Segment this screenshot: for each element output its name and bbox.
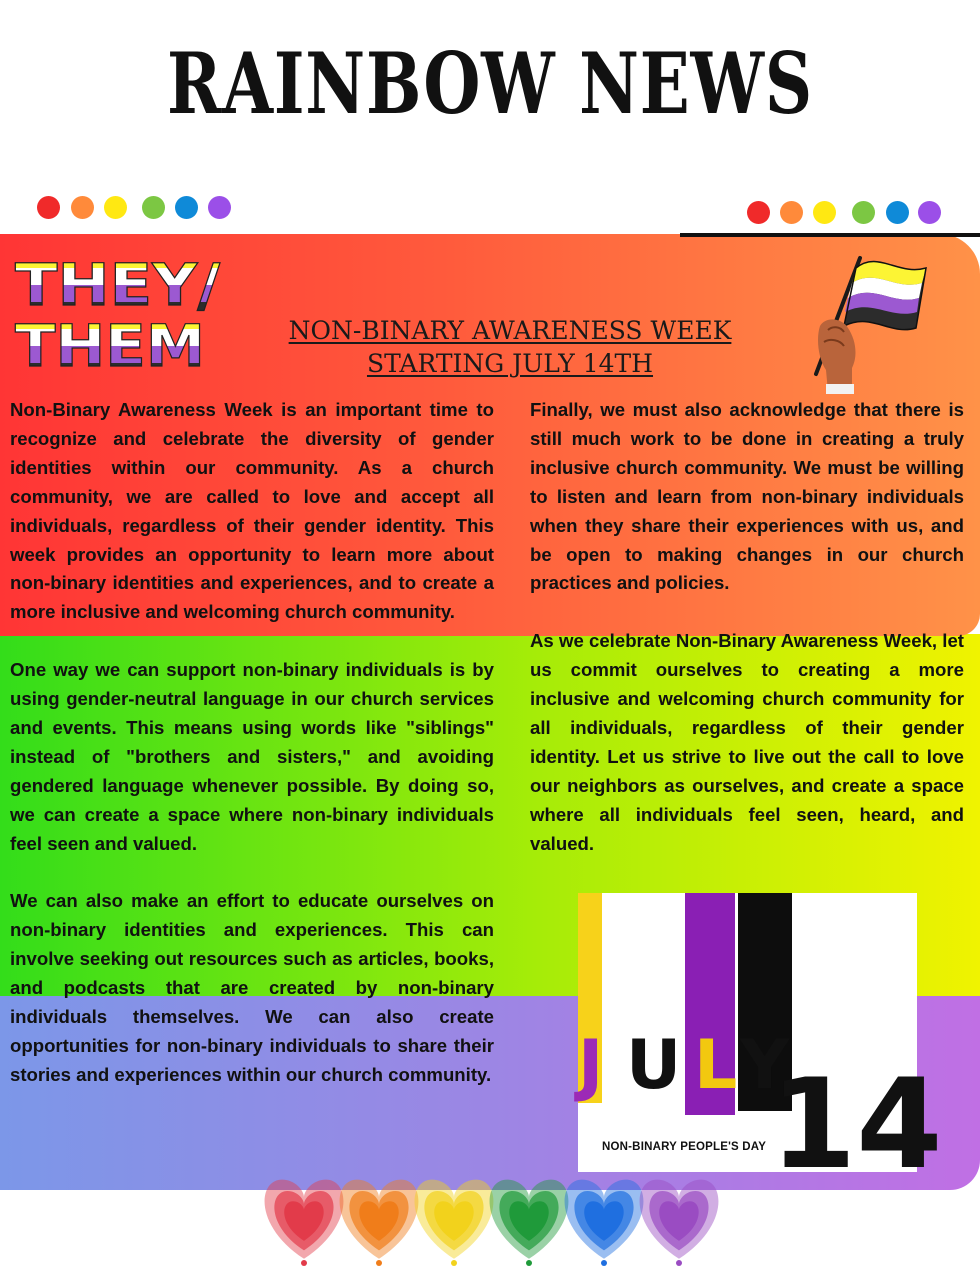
blue-dot — [886, 201, 909, 224]
orange-dot — [71, 196, 94, 219]
july-letter-u: U — [626, 1026, 682, 1105]
july-letter-y: Y — [740, 1026, 790, 1105]
july-day-number: 14 — [770, 1053, 943, 1197]
divider-line — [680, 233, 980, 237]
purple-heart-icon — [640, 1180, 719, 1266]
july-letter-l: L — [694, 1026, 738, 1105]
article-paragraph: Non-Binary Awareness Week is an important time to recognize and celebrate the diversity of gender identities within our community. As a church community, we are called to love and accept all individuals, regardless of their gender identity. This week provides an opportunity to learn more about non-binary identities and experiences, and to create a more inclusive and welcoming church community. — [10, 399, 494, 623]
orange-dot — [780, 201, 803, 224]
purple-dot — [918, 201, 941, 224]
article-right-column — [530, 396, 964, 858]
article-paragraph: One way we can support non-binary individuals is by using gender-neutral language in our church services and events. This means using words like "siblings" instead of "brothers and sisters," and avoiding gendered language whenever possible. By doing so, we can create a space where non-binary individuals feel seen and valued. — [10, 659, 494, 854]
red-heart-icon — [265, 1180, 344, 1266]
headline-line-1: NON-BINARY AWARENESS WEEK — [288, 316, 732, 345]
nonbinary-flag-illustration — [808, 246, 938, 399]
headline-line-2: STARTING JULY 14TH — [366, 349, 654, 378]
july-14-graphic — [578, 893, 943, 1197]
them-text: THEM — [15, 312, 205, 380]
they-them-logo — [13, 250, 223, 380]
hand-icon — [818, 319, 855, 394]
blue-heart-icon — [565, 1180, 644, 1266]
july-caption: NON-BINARY PEOPLE'S DAY — [602, 1141, 767, 1153]
article-left-column — [10, 396, 494, 1090]
yellow-dot — [104, 196, 127, 219]
orange-heart-icon — [340, 1180, 419, 1266]
yellow-dot — [813, 201, 836, 224]
green-heart-icon — [490, 1180, 569, 1266]
red-dot — [747, 201, 770, 224]
yellow-heart-icon — [415, 1180, 494, 1266]
they-text: THEY/ — [15, 251, 221, 319]
heart-balloons — [262, 1163, 722, 1274]
green-dot — [852, 201, 875, 224]
purple-dot — [208, 196, 231, 219]
article-paragraph: We can also make an effort to educate ourselves on non-binary identities and experiences. This can involve seeking out resources such as articles, books, and podcasts that are created by non-binary individuals themselves. We can also create opportunities for non-binary individuals to share their stories and experiences within our church community. — [10, 890, 494, 1085]
article-paragraph: As we celebrate Non-Binary Awareness Week, let us commit ourselves to creating a more inclusive and welcoming church community for all individuals, regardless of their gender identity. Let us strive to live out the call to love our neighbors as ourselves, and create a space where all individuals feel seen, heard, and valued. — [530, 630, 964, 854]
article-paragraph: Finally, we must also acknowledge that there is still much work to be done in creating a truly inclusive church community. We must be willing to listen and learn from non-binary individuals when they share their experiences with us, and be open to making changes in our church practices and policies. — [530, 399, 964, 594]
red-dot — [37, 196, 60, 219]
headline — [230, 314, 790, 380]
newsletter-title: RAINBOW NEWS — [167, 34, 813, 133]
july-letter-j: J — [578, 1026, 604, 1105]
blue-dot — [175, 196, 198, 219]
green-dot — [142, 196, 165, 219]
nonbinary-flag-icon — [844, 262, 926, 330]
